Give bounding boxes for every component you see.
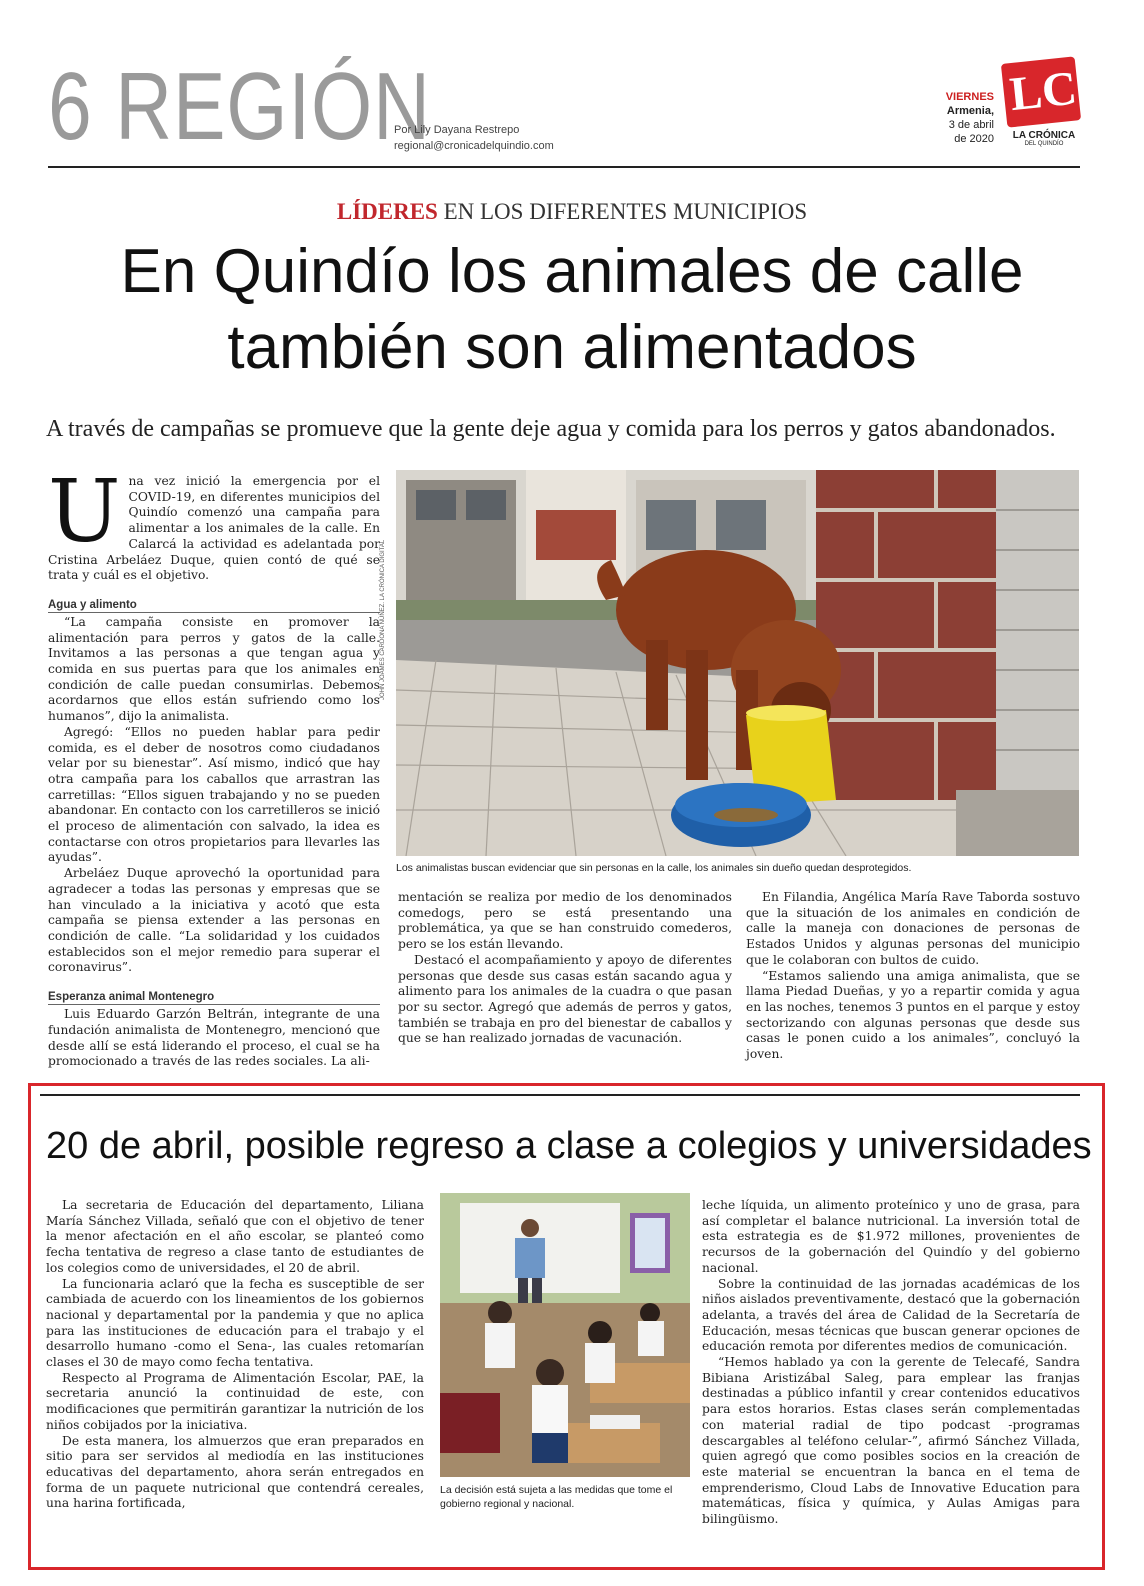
paragraph: mentación se realiza por medio de los denominados comedogs, pero se está presentando una problemática, ya que se han construido comederos, pero se los están llevando. [398,890,732,952]
paragraph: De esta manera, los almuerzos que eran preparados en sitio para ser servidos al mediodía en las instituciones educativas del departamento, ahora serán entregados en forma de un paquete nutricional que contendrá cereales, una harina fortificada, [46,1433,424,1511]
article-column-1 [48,462,380,1070]
byline [394,122,554,154]
photo-credit: JOHN JOAMES CARDONA NÚÑEZ. LA CRÓNICA DIGITAL [380,539,386,700]
headline-line2: también son alimentados [227,313,917,382]
paragraph: Respecto al Programa de Alimentación Escolar, PAE, la secretaria anunció la continuidad de este, con modificaciones que permitirán garantizar la nutrición de los niños cobijados por la iniciativa. [46,1370,424,1432]
kicker-rest: EN LOS DIFERENTES MUNICIPIOS [437,199,808,224]
paragraph: Luis Eduardo Garzón Beltrán, integrante de una fundación animalista de Montenegro, mencionó que desde allí se está liderando el proceso, el cual se ha promocionado a través de las redes sociales. La ali- [48,1007,380,1069]
section-title: 6 REGIÓN [48,53,431,160]
paragraph: “Hemos hablado ya con la gerente de Telecafé, Sandra Bibiana Aristizábal Saleg, para emplear las franjas destinadas a público infantil y crear contenidos educativos para estos horarios. Estas clases serán complementadas con material radial de tipo podcast -programas descargables al teléfono celular-”, afirmó Sánchez Villada, quien agregó que como posibles socios en la creación de este material se encuentran la banca en el tema de emprenderismo, Cloud Labs de Innovative Education para matemáticas, física y química, y Aulas Amigas para bilingüismo. [702,1355,1080,1527]
paragraph: “La campaña consiste en promover la alimentación para perros y gatos de la calle. Invitamos a las personas a que tengan agua y comida en sus puertas para que los animales en condición de calle puedan consumirlas. Debemos acordarnos que ellos están sufriendo como los humanos”, dijo la animalista. [48,614,380,724]
headline [60,234,1084,386]
paragraph: leche líquida, un alimento proteínico y uno de grasa, para así completar el balance nutricional. La inversión total de esta estrategia es de $1.972 millones, provenientes de recursos de la gobernación del Quindío y del gobierno nacional. [702,1198,1080,1275]
date-line2: de 2020 [954,133,994,145]
box-column-2 [702,1198,1080,1528]
photo-classroom [440,1193,690,1477]
photo-caption-2: La decisión está sujeta a las medidas que tome el gobierno regional y nacional. [440,1484,673,1510]
paragraph: Arbeláez Duque aprovechó la oportunidad para agradecer a todas las personas y empresas que se han vinculado a la iniciativa y acotó que esta campaña se piensa extender a las personas en condición de calle. “La solidaridad y los cuidados establecidos son el mejor remedio para superar el coronavirus”. [48,866,380,975]
author-email[interactable]: regional@cronicadelquindio.com [394,140,554,152]
paragraph: Agregó: “Ellos no pueden hablar para pedir comida, es el deber de nosotros como ciudadanos velar por su bienestar”. Así mismo, indicó que hay otra campaña para los caballos que arrastran las carretillas: “Ellos siguen trabajando y no se pueden abandonar. En contacto con los carretilleros se inició el proceso de alimentación con salvado, la idea es contactarse con otros propietarios para llevarles las ayudas”. [48,724,380,865]
kicker-highlight: LÍDERES [336,199,438,224]
weekday: VIERNES [945,91,994,103]
dateline [946,90,994,146]
box-headline: 20 de abril, posible regreso a clase a colegios y universidades [46,1125,1092,1167]
photo-caption: Los animalistas buscan evidenciar que sin personas en la calle, los animales sin dueño quedan desprotegidos. [396,862,912,874]
box-column-1 [46,1198,424,1512]
subhead: A través de campañas se promueve que la gente deje agua y comida para los perros y gatos abandonados. [46,416,1056,442]
city: Armenia, [946,105,994,117]
lead-paragraph: na vez inició la emergencia por el COVID-19, en diferentes municipios del Quindío comenzó una campaña para alimentar a los animales de la calle. En Calarcá la actividad es adelantada por Cristina Arbeláez Duque, quien contó de qué se trata y cuál es el objetivo. [48,474,380,583]
header-rule [48,166,1080,168]
photo-dog-eating [396,470,1079,856]
box-rule [40,1094,1080,1096]
kicker [0,198,1144,226]
logo-subtitle: DEL QUINDÍO [1024,141,1064,147]
dropcap: U [48,462,121,562]
paragraph: Destacó el acompañamiento y apoyo de diferentes personas que desde sus casas están sacando agua y alimento para los animales de la cuadra o que pasan por su sector. Agregó que además de perros y gatos, también se trabaja en pro del bienestar de caballos y que se han realizado jornadas de vacunación. [398,952,732,1046]
article-column-3 [746,890,1080,1063]
headline-line1: En Quindío los animales de calle [120,237,1024,306]
paragraph: “Estamos saliendo una amiga animalista, que se llama Piedad Dueñas, y yo a repartir comida y agua en las noches, tenemos 3 puntos en el parque y estoy sectorizando con algunas personas que desde sus casas le ponen cuido a los animales”, concluyó la joven. [746,968,1080,1062]
paragraph: Sobre la continuidad de las jornadas académicas de los niños aislados preventivamente, destacó que la gobernación adelanta, a través del área de Calidad de la Secretaría de Educación, mesas técnicas que buscan generar opciones de educación remota por diferentes medios de comunicación. [702,1276,1080,1354]
date-line1: 3 de abril [948,119,994,131]
subheading-agua: Agua y alimento [48,598,380,613]
article-column-2 [398,890,732,1047]
logo-name: LA CRÓNICA [1012,130,1076,141]
author: Por Lily Dayana Restrepo [394,124,520,136]
subheading-esperanza: Esperanza animal Montenegro [48,990,380,1005]
paragraph: La funcionaria aclaró que la fecha es susceptible de ser cambiada de acuerdo con los lineamientos de los gobiernos nacional y departamental por la pandemia y que no aplica para las instituciones de educación para el trabajo y el desarrollo humano -como el Sena-, las cuales retomarían clases el 30 de mayo como fecha tentativa. [46,1276,424,1370]
logo-letters: LC [1007,61,1080,122]
paragraph: En Filandia, Angélica María Rave Taborda sostuvo que la situación de los animales en condición de calle la maneja con donaciones de personas de Estados Unidos y algunas personas del municipio que le colaboran con bultos de cuido. [746,890,1080,967]
paragraph: La secretaria de Educación del departamento, Liliana María Sánchez Villada, señaló que con el objetivo de tener la menor afectación en el año escolar, se planteó como fecha tentativa de regreso a clase tanto de estudiantes de los colegios como de universidades, el 20 de abril. [46,1198,424,1275]
